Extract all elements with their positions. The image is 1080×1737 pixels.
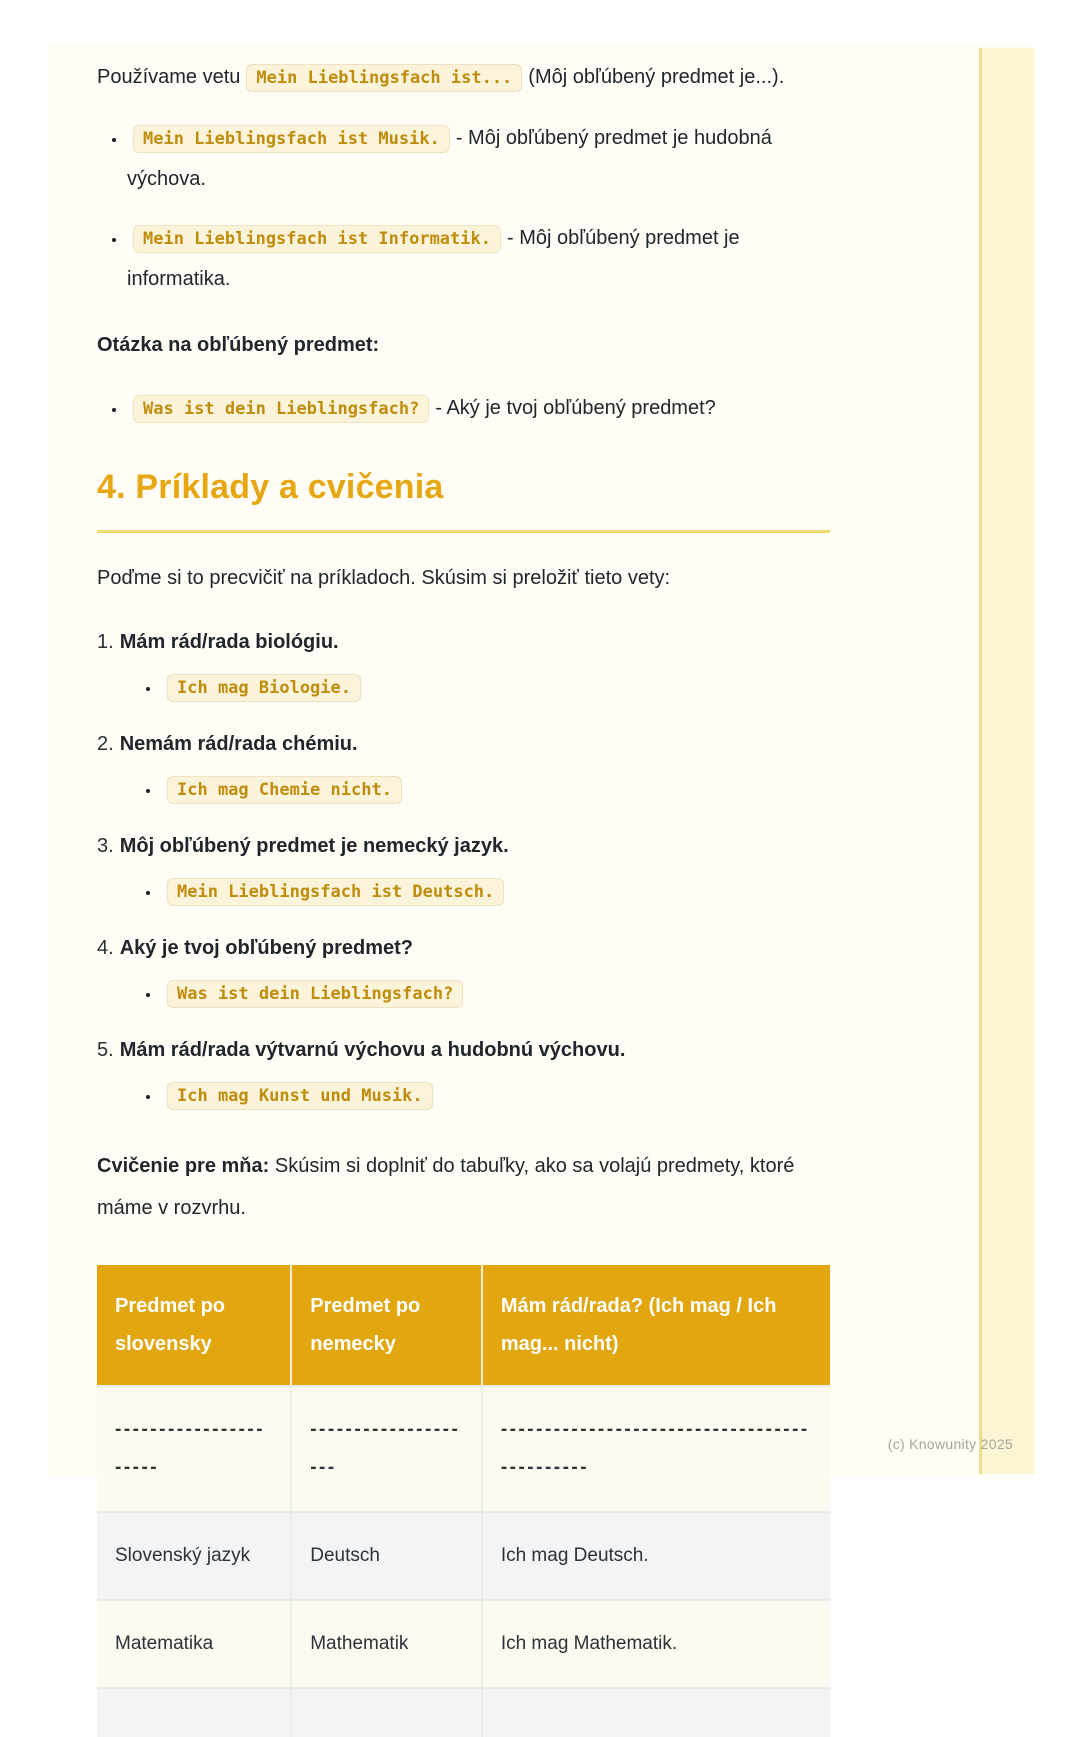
german-phrase-chip: Was ist dein Lieblingsfach?	[167, 980, 463, 1008]
example-item	[97, 627, 830, 703]
table-cell: Matematika	[115, 1632, 214, 1654]
phrase-bullet-list	[97, 118, 830, 300]
example-heading	[97, 1035, 830, 1065]
example-item	[97, 1035, 830, 1111]
section-title: 4. Príklady a cvičenia	[97, 467, 830, 533]
example-heading	[97, 627, 830, 657]
german-phrase-chip: Mein Lieblingsfach ist Musik.	[133, 125, 450, 153]
example-number: 3.	[97, 834, 114, 857]
list-item	[127, 388, 830, 429]
exercise-text: Skúsim si doplniť do tabuľky, ako sa volajú predmety, ktoré máme v rozvrhu.	[97, 1154, 795, 1219]
example-heading	[97, 729, 830, 759]
table-row	[97, 1600, 830, 1688]
column-header: Predmet po nemecky	[291, 1265, 482, 1386]
example-item	[97, 729, 830, 805]
example-label: Mám rád/rada biológiu.	[119, 630, 339, 653]
column-header: Predmet po slovensky	[97, 1265, 291, 1386]
column-header: Mám rád/rada? (Ich mag / Ich mag... nicht)	[482, 1265, 830, 1386]
german-phrase-chip: Mein Lieblingsfach ist Informatik.	[133, 225, 501, 253]
document-content	[97, 44, 830, 1654]
example-number: 4.	[97, 936, 114, 959]
list-item	[161, 977, 830, 1009]
table-cell: ----------------------	[115, 1418, 266, 1478]
phrase-translation: - Môj obľúbený predmet je hudobná výchova.	[127, 127, 772, 190]
table-row	[97, 1688, 830, 1737]
table-cell: --------------------	[291, 1386, 482, 1512]
table-cell: Deutsch	[291, 1512, 482, 1600]
question-bullet-list	[97, 388, 830, 429]
table-cell: Ich mag Mathematik.	[482, 1600, 830, 1688]
intro-paragraph	[97, 58, 830, 96]
question-heading: Otázka na obľúbený predmet:	[97, 334, 380, 356]
subjects-table	[97, 1265, 830, 1737]
example-label: Aký je tvoj obľúbený predmet?	[119, 936, 413, 959]
table-cell: Slovenský jazyk	[115, 1544, 251, 1566]
example-number: 2.	[97, 732, 114, 755]
example-label: Mám rád/rada výtvarnú výchovu a hudobnú výchovu.	[119, 1038, 626, 1061]
example-number: 1.	[97, 630, 114, 653]
example-heading	[97, 831, 830, 861]
example-item	[97, 933, 830, 1009]
page-edge-stripe	[979, 48, 1035, 1474]
list-item	[161, 875, 830, 907]
content-panel	[48, 44, 1035, 1654]
list-item	[127, 218, 830, 300]
table-cell	[291, 1688, 482, 1737]
german-phrase-chip: Ich mag Biologie.	[167, 674, 361, 702]
intro-suffix: (Môj obľúbený predmet je...).	[528, 66, 785, 88]
german-phrase-chip: Was ist dein Lieblingsfach?	[133, 395, 429, 423]
table-header-row	[97, 1265, 830, 1386]
list-item	[161, 1079, 830, 1111]
example-label: Nemám rád/rada chémiu.	[119, 732, 358, 755]
subjects-table-container	[97, 1265, 830, 1654]
german-phrase-chip: Mein Lieblingsfach ist Deutsch.	[167, 878, 504, 906]
table-cell	[97, 1688, 291, 1737]
example-label: Môj obľúbený predmet je nemecký jazyk.	[119, 834, 509, 857]
section-intro: Poďme si to precvičiť na príkladoch. Skúsim si preložiť tieto vety:	[97, 566, 671, 589]
table-cell: Ich mag Deutsch.	[482, 1512, 830, 1600]
intro-prefix: Používame vetu	[97, 66, 241, 88]
list-item	[161, 671, 830, 703]
intro-code-chip: Mein Lieblingsfach ist...	[246, 64, 522, 92]
list-item	[127, 118, 830, 200]
table-row	[97, 1386, 830, 1512]
example-heading	[97, 933, 830, 963]
watermark-credit: (c) Knowunity 2025	[887, 1436, 1013, 1452]
example-number: 5.	[97, 1038, 114, 1061]
table-cell: ---------------------------------------------	[482, 1386, 830, 1512]
table-cell: Mathematik	[291, 1600, 482, 1688]
table-row	[97, 1512, 830, 1600]
table-cell	[482, 1688, 830, 1737]
phrase-translation: - Môj obľúbený predmet je informatika.	[127, 227, 740, 290]
german-phrase-chip: Ich mag Kunst und Musik.	[167, 1082, 433, 1110]
example-item	[97, 831, 830, 907]
exercise-label: Cvičenie pre mňa:	[97, 1154, 270, 1177]
list-item	[161, 773, 830, 805]
exercise-paragraph	[97, 1145, 830, 1229]
phrase-translation: - Aký je tvoj obľúbený predmet?	[435, 397, 716, 419]
german-phrase-chip: Ich mag Chemie nicht.	[167, 776, 402, 804]
